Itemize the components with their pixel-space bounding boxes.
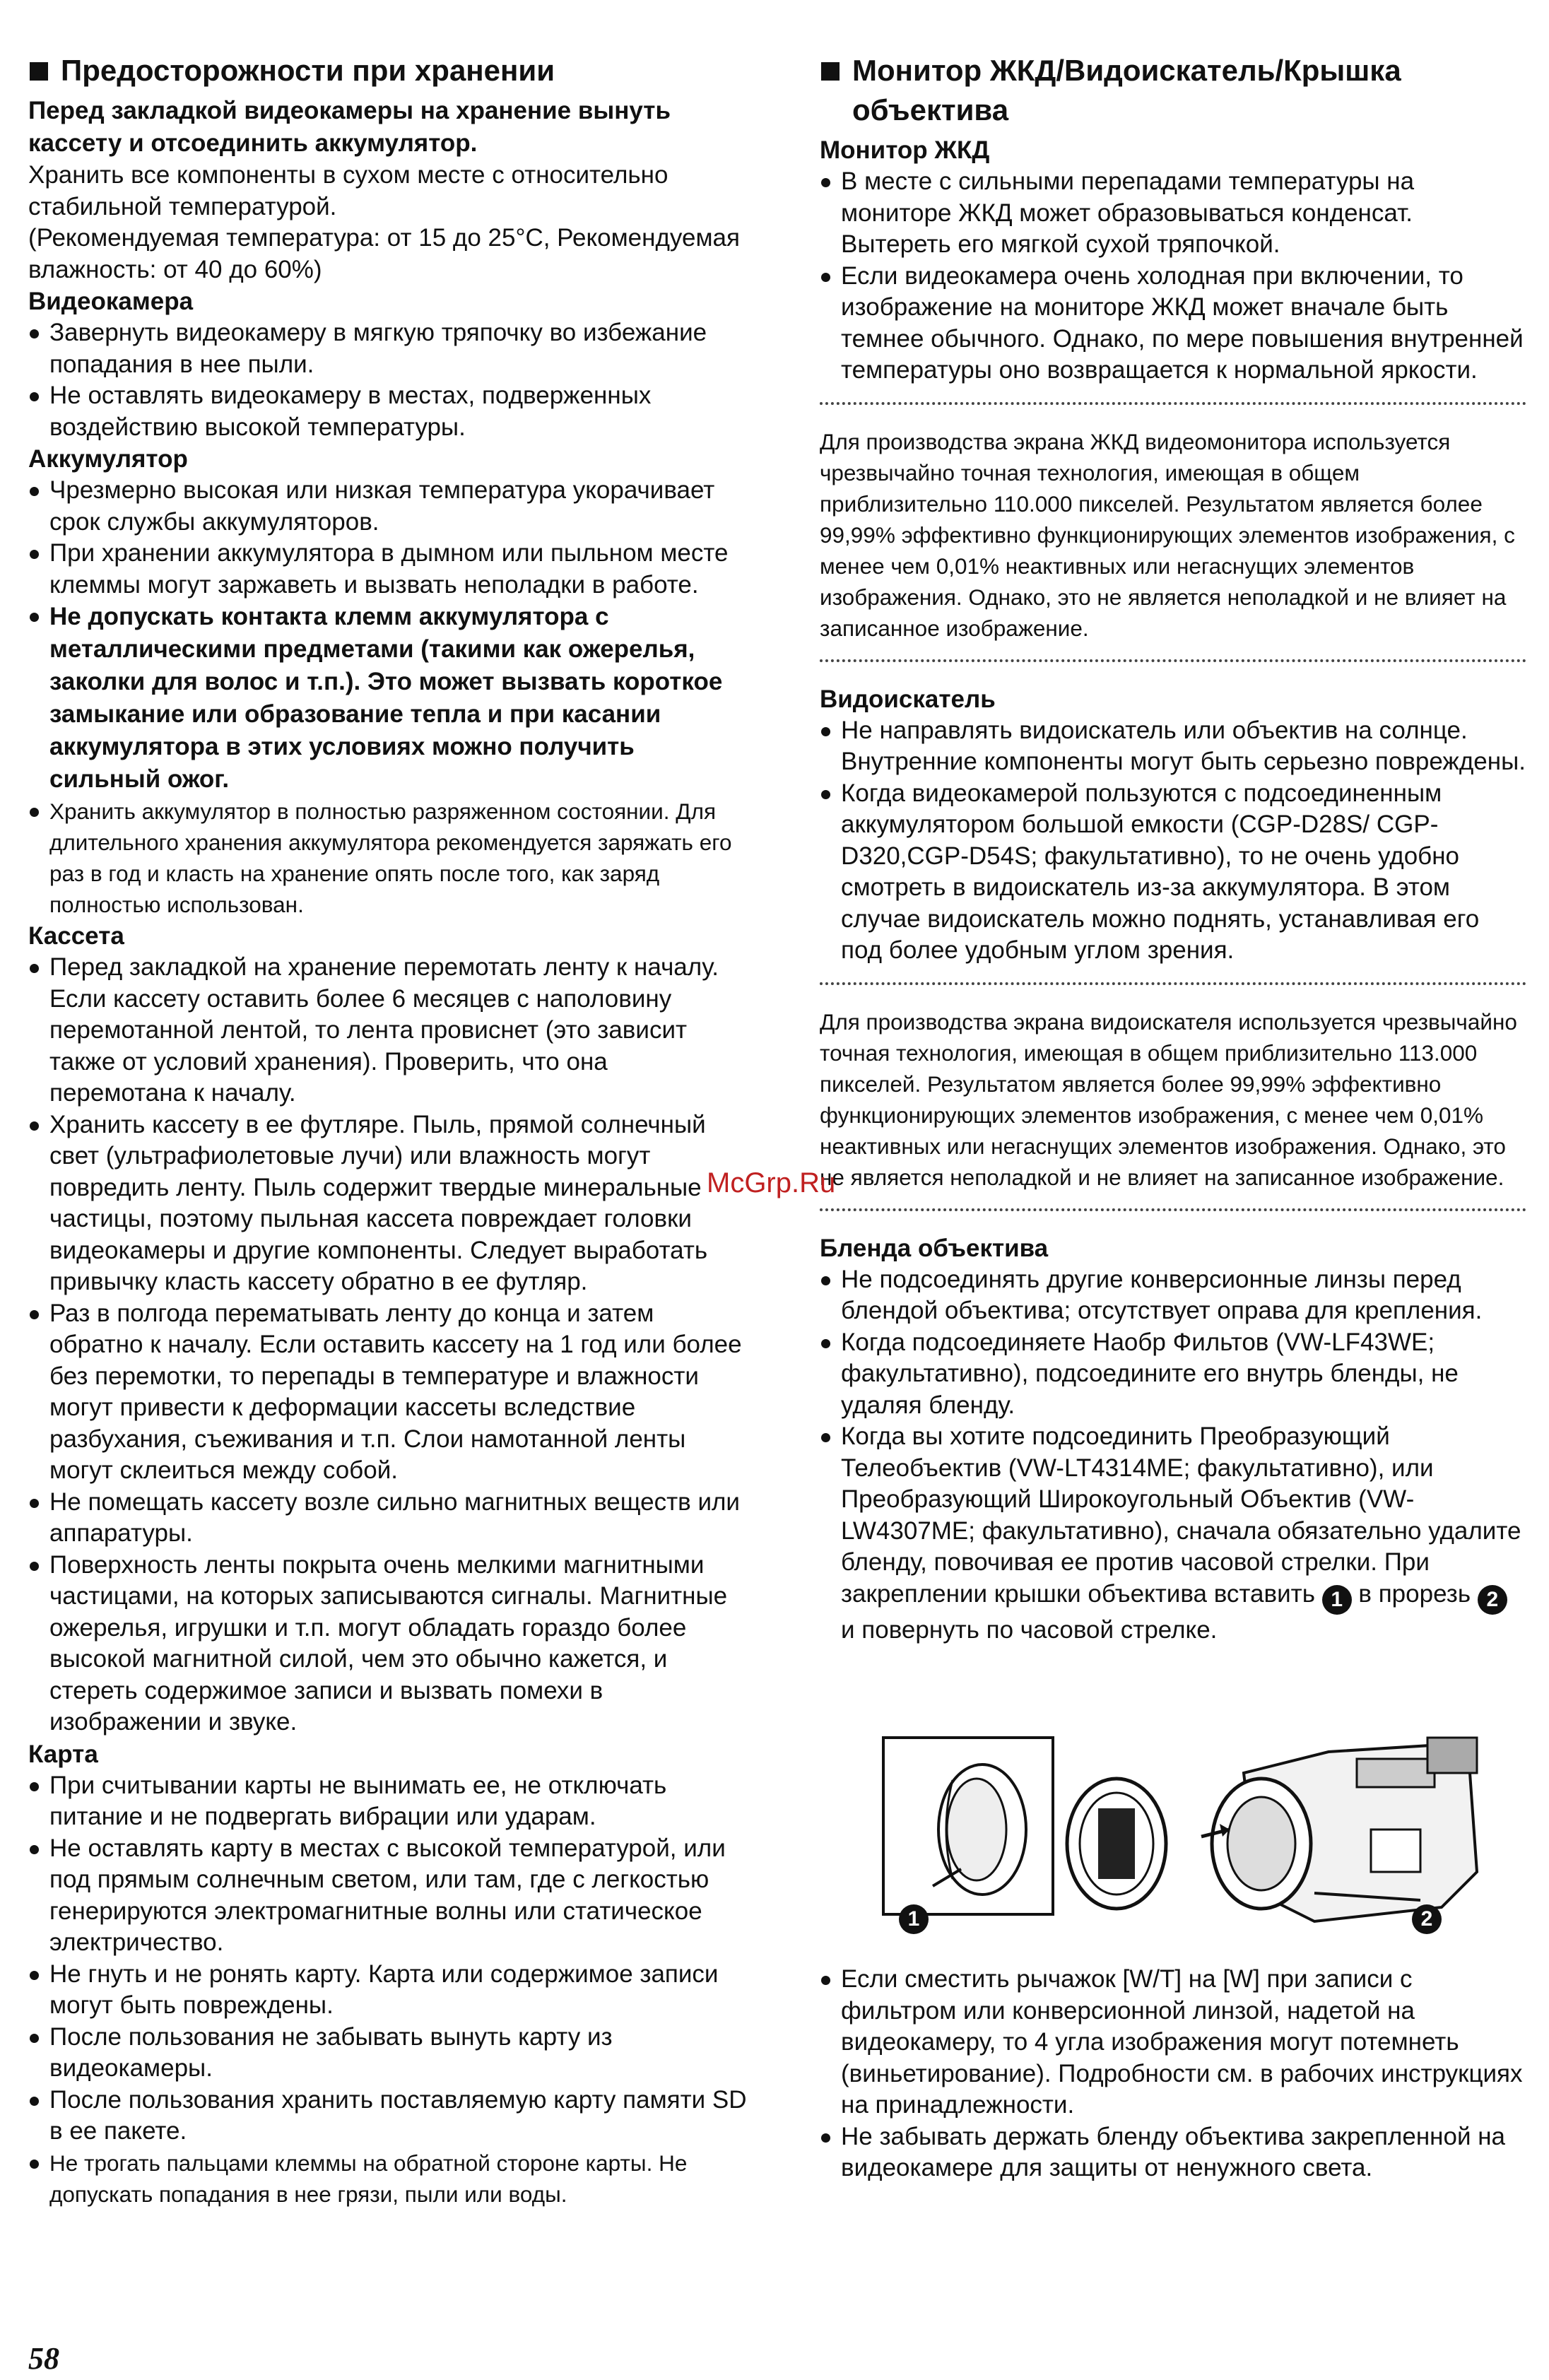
bullet-icon — [821, 727, 830, 736]
after-figure-list — [820, 1964, 1526, 2184]
list-item: Не забывать держать бленду объектива закрепленной на видеокамере для защиты от ненужного света. — [820, 2121, 1526, 2184]
viewfinder-pixel-note: Для производства экрана видоискателя используется чрезвычайно точная технология, имеющая в общем приблизительно 113.000 пикселей. Результатом является более 99,99% эффективно функционирующих элементов изображения, с менее чем 0,01% неактивных или негаснущих элементов изображения. Однако, это не является неполадкой и не влияет на записанное изображение. — [820, 1008, 1517, 1190]
bullet-icon — [30, 2034, 39, 2043]
callout-1-icon: 1 — [899, 1904, 929, 1934]
list-item: Чрезмерно высокая или низкая температура укорачивает срок службы аккумуляторов. — [28, 475, 749, 538]
dotted-divider — [820, 659, 1526, 662]
lens-cap-illustration — [820, 1731, 1526, 1936]
list-item: Не подсоединять другие конверсионные линзы перед блендой объектива; отсутствует оправа для крепления. — [820, 1264, 1526, 1327]
dotted-divider — [820, 1208, 1526, 1211]
list-item-warning: Не допускать контакта клемм аккумулятора с металлическими предметами (такими как ожерелья, заколки для волос и т.п.). Это может вызвать короткое замыкание или образование тепла и при касании аккумулятора в этих условиях можно получить сильный ожог. — [28, 601, 749, 796]
cassette-list — [28, 952, 749, 1738]
lcd-heading: Монитор ЖКД — [820, 136, 990, 164]
left-column — [28, 51, 749, 2210]
bullet-icon — [821, 178, 830, 187]
square-bullet-icon — [30, 62, 48, 81]
lens-hood-heading: Бленда объектива — [820, 1234, 1049, 1262]
list-item: Если видеокамера очень холодная при включении, то изображение на мониторе ЖКД может вначале быть темнее обычного. Однако, по мере повышения внутренней температуры оно возвращается к нормальной яркости. — [820, 261, 1526, 387]
list-item: После пользования не забывать вынуть карту из видеокамеры. — [28, 2022, 749, 2085]
square-bullet-icon — [821, 62, 840, 81]
list-item: При хранении аккумулятора в дымном или пыльном месте клеммы могут заржаветь и вызвать неполадки в работе. — [28, 538, 749, 601]
list-item: Не помещать кассету возле сильно магнитных веществ или аппаратуры. — [28, 1487, 749, 1550]
list-item: Перед закладкой на хранение перемотать ленту к началу. Если кассету оставить более 6 месяцев с наполовину перемотанной лентой, то лента провиснет (это зависит также от условий хранения). Проверить, что она перемотана к началу. — [28, 952, 749, 1109]
list-item: Не направлять видоискатель или объектив на солнце. Внутренние компоненты могут быть серьезно повреждены. — [820, 715, 1526, 778]
lcd-pixel-note: Для производства экрана ЖКД видеомонитора используется чрезвычайно точная технология, имеющая в общем приблизительно 110.000 пикселей. Результатом является более 99,99% эффективно функционирующих элементов изображения, с менее чем 0,01% неактивных или негаснущих элементов изображения. Однако, это не является неполадкой и не влияет на записанное изображение. — [820, 428, 1515, 641]
list-item: Когда видеокамерой пользуются с подсоединенным аккумулятором большой емкости (CGP-D28S/ CGP-D320,CGP-D54S; факультативно), то не очень удобно смотреть в видоискатель из-за аккумулятора. В этом случае видоискатель можно поднять, устанавливая его под более удобным углом зрения. — [820, 778, 1526, 967]
list-item: Завернуть видеокамеру в мягкую тряпочку во избежание попадания в нее пыли. — [28, 317, 749, 380]
bullet-icon — [821, 273, 830, 282]
bullet-icon — [30, 1121, 39, 1131]
storage-intro-bold: Перед закладкой видеокамеры на хранение вынуть кассету и отсоединить аккумулятор. — [28, 97, 671, 157]
bullet-icon — [30, 2160, 39, 2169]
bullet-icon — [30, 487, 39, 496]
battery-heading: Аккумулятор — [28, 445, 188, 473]
list-item: Не гнуть и не ронять карту. Карта или содержимое записи могут быть повреждены. — [28, 1959, 749, 2022]
storage-precautions-title: Предосторожности при хранении — [28, 51, 749, 90]
list-item: Раз в полгода перематывать ленту до конца и затем обратно к началу. Если оставить кассету на 1 год или более без перемотки, то перепады в температуре и влажности могут привести к деформации кассеты вследствие разбухания, съеживания и т.п. Слои намотанной ленты могут склеиться между собой. — [28, 1298, 749, 1487]
camera-heading: Видеокамера — [28, 288, 194, 315]
bullet-icon — [30, 964, 39, 973]
bullet-icon — [821, 790, 830, 799]
bullet-icon — [821, 1339, 830, 1348]
list-item: Не трогать пальцами клеммы на обратной стороне карты. Не допускать попадания в нее грязи, пыли или воды. — [28, 2148, 749, 2210]
bullet-icon — [30, 392, 39, 401]
bullet-icon — [30, 329, 39, 338]
list-item: При считывании карты не вынимать ее, не отключать питание и не подвергать вибрации или ударам. — [28, 1770, 749, 1833]
bullet-icon — [30, 1845, 39, 1854]
lens-cap-drawing — [820, 1731, 1526, 1936]
bullet-icon — [30, 1782, 39, 1791]
cassette-heading: Кассета — [28, 922, 124, 950]
list-item: Не оставлять видеокамеру в местах, подверженных воздействию высокой температуры. — [28, 380, 749, 443]
bullet-icon — [30, 1971, 39, 1980]
bullet-icon — [821, 1276, 830, 1285]
bullet-icon — [30, 1310, 39, 1319]
camera-list — [28, 317, 749, 443]
watermark: McGrp.Ru — [707, 1167, 836, 1198]
bullet-icon — [30, 613, 39, 622]
viewfinder-list — [820, 715, 1526, 967]
battery-list — [28, 475, 749, 920]
list-item: Поверхность ленты покрыта очень мелкими магнитными частицами, на которых записываются сигналы. Магнитные ожерелья, игрушки и т.п. могут обладать гораздо более высокой магнитной силой, чем это обычно кажется, и стереть содержимое записи и вызвать помехи в изображении и звуке. — [28, 1550, 749, 1738]
callout-2-icon: 2 — [1412, 1904, 1442, 1934]
lcd-list — [820, 166, 1526, 387]
right-column — [820, 51, 1526, 2184]
list-item: Не оставлять карту в местах с высокой температурой, или под прямым солнечным светом, или там, где с легкостью генерируются электромагнитные волны или статическое электричество. — [28, 1833, 749, 1959]
viewfinder-heading: Видоискатель — [820, 685, 996, 713]
bullet-icon — [821, 1976, 830, 1985]
page-number: 58 — [28, 2341, 59, 2376]
bullet-icon — [30, 2097, 39, 2106]
storage-recommended-conditions: (Рекомендуемая температура: от 15 до 25°C, Рекомендуемая влажность: от 40 до 60%) — [28, 224, 740, 283]
list-item: В месте с сильными перепадами температуры на мониторе ЖКД может образовываться конденсат. Вытереть его мягкой сухой тряпочкой. — [820, 166, 1526, 261]
bullet-icon — [30, 1499, 39, 1508]
card-list — [28, 1770, 749, 2210]
number-2-icon: 2 — [1478, 1585, 1507, 1615]
list-item: После пользования хранить поставляемую карту памяти SD в ее пакете. — [28, 2085, 749, 2148]
bullet-icon — [30, 808, 39, 817]
bullet-icon — [821, 2133, 830, 2143]
lens-hood-list — [820, 1264, 1526, 1646]
lcd-viewfinder-cap-title: Монитор ЖКД/Видоискатель/Крышка объектива — [820, 51, 1526, 130]
dotted-divider — [820, 982, 1526, 985]
list-item: Когда вы хотите подсоединить Преобразующий Телеобъектив (VW-LT4314ME; факультативно), или Преобразующий Широкоугольный Объектив (VW-LW4307ME; факультативно), сначала обязательно удалите бленду, повочивая ее против часовой стрелки. При закреплении крышки объектива вставить 1 в прорезь 2 и повернуть по часовой стрелке. — [820, 1421, 1526, 1646]
dotted-divider — [820, 402, 1526, 405]
bullet-icon — [30, 1562, 39, 1571]
bullet-icon — [821, 1433, 830, 1442]
list-item: Если сместить рычажок [W/T] на [W] при записи с фильтром или конверсионной линзой, надетой на видеокамеру, то 4 угла изображения могут потемнеть (виньетирование). Подробности см. в рабочих инструкциях на принадлежности. — [820, 1964, 1526, 2121]
card-heading: Карта — [28, 1740, 98, 1768]
list-item: Когда подсоединяете Наобр Фильтов (VW-LF43WE; факультативно), подсоедините его внутрь бленды, не удаляя бленду. — [820, 1327, 1526, 1422]
list-item: Хранить кассету в ее футляре. Пыль, прямой солнечный свет (ультрафиолетовые лучи) или влажность могут повредить ленту. Пыль содержит твердые минеральные частицы, поэтому пыльная кассета повреждает головки видеокамеры и другие компоненты. Следует выработать привычку класть кассету обратно в ее футляр. — [28, 1109, 749, 1298]
storage-intro-text: Хранить все компоненты в сухом месте с относительно стабильной температурой. — [28, 161, 669, 220]
number-1-icon: 1 — [1322, 1585, 1352, 1615]
list-item: Хранить аккумулятор в полностью разряженном состоянии. Для длительного хранения аккумулятора рекомендуется заряжать его раз в год и класть на хранение опять после того, как заряд полностью использован. — [28, 796, 749, 920]
bullet-icon — [30, 550, 39, 559]
